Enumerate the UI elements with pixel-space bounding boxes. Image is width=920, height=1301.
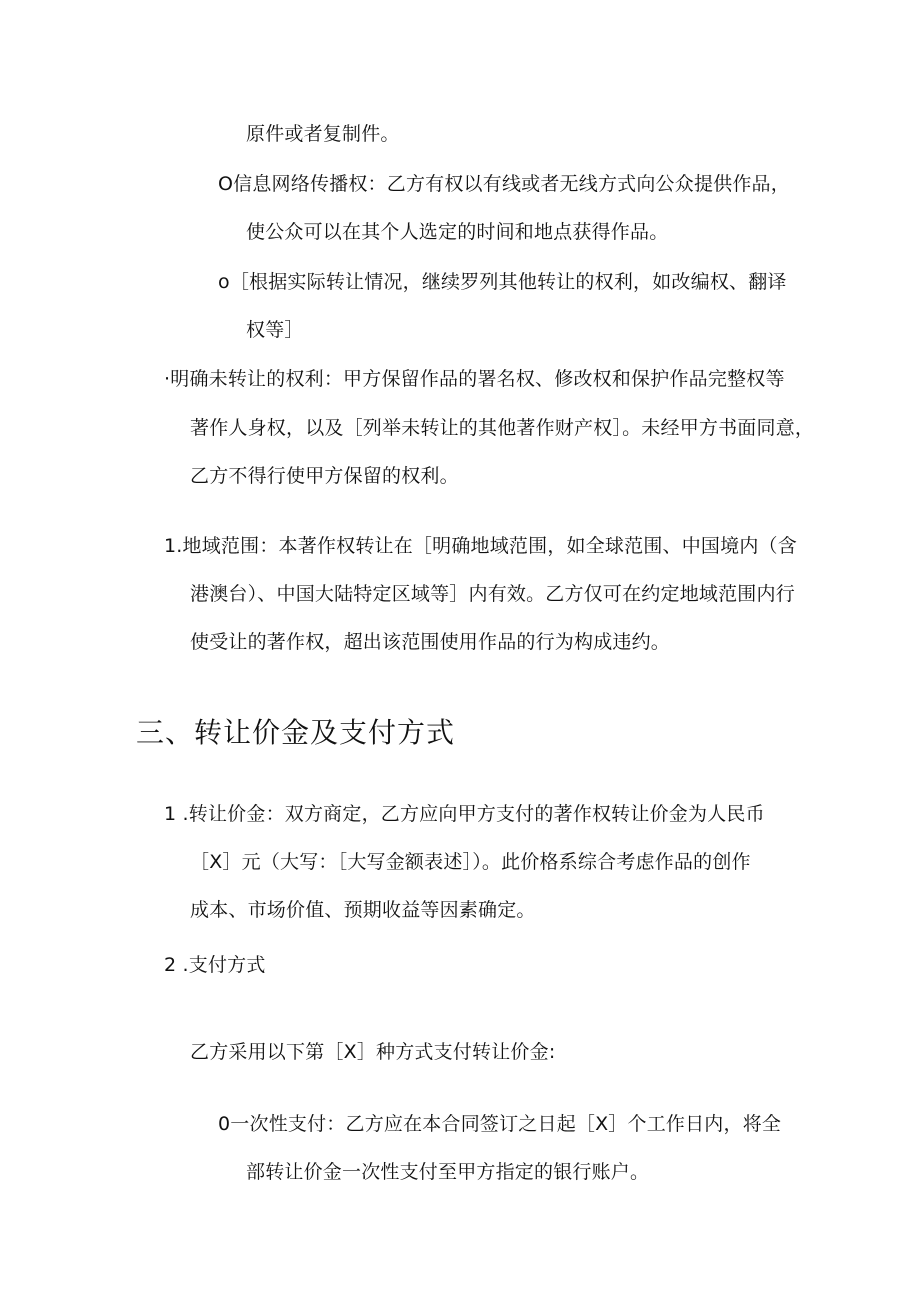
lump-sum-item-cont: 部转让价金一次性支付至甲方指定的银行账户。 [246, 1161, 650, 1183]
other-rights-item: o［根据实际转让情况，继续罗列其他转让的权利，如改编权、翻译 [218, 271, 787, 293]
payment-method-title: 2 .支付方式 [164, 954, 266, 976]
section-heading: 三、转让价金及支付方式 [136, 716, 456, 749]
price-item-cont: 成本、市场价值、预期收益等因素确定。 [190, 899, 536, 921]
network-right-item-cont: 使公众可以在其个人选定的时间和地点获得作品。 [246, 221, 669, 243]
paragraph-line: 原件或者复制件。 [246, 123, 400, 145]
reserved-rights-item-cont: 乙方不得行使甲方保留的权利。 [190, 465, 459, 487]
price-item: 1 .转让价金：双方商定，乙方应向甲方支付的著作权转让价金为人民币 [164, 803, 765, 825]
region-item: 1.地域范围：本著作权转让在［明确地域范围，如全球范围、中国境内（含 [164, 535, 797, 557]
other-rights-item-cont: 权等］ [246, 319, 304, 341]
reserved-rights-item-cont: 著作人身权，以及［列举未转让的其他著作财产权］。未经甲方书面同意， [190, 417, 815, 439]
network-right-item: O信息网络传播权：乙方有权以有线或者无线方式向公众提供作品， [218, 173, 790, 195]
price-item-cont: ［X］元（大写：［大写金额表述］）。此价格系综合考虑作品的创作 [190, 851, 751, 873]
region-item-cont: 港澳台）、中国大陆特定区域等］内有效。乙方仅可在约定地域范围内行 [190, 583, 795, 605]
region-item-cont: 使受让的著作权，超出该范围使用作品的行为构成违约。 [190, 631, 671, 653]
payment-intro: 乙方采用以下第［X］种方式支付转让价金: [190, 1041, 556, 1063]
reserved-rights-item: ·明确未转让的权利：甲方保留作品的署名权、修改权和保护作品完整权等 [164, 368, 785, 390]
lump-sum-item: 0一次性支付：乙方应在本合同签订之日起［X］个工作日内，将全 [218, 1113, 782, 1135]
